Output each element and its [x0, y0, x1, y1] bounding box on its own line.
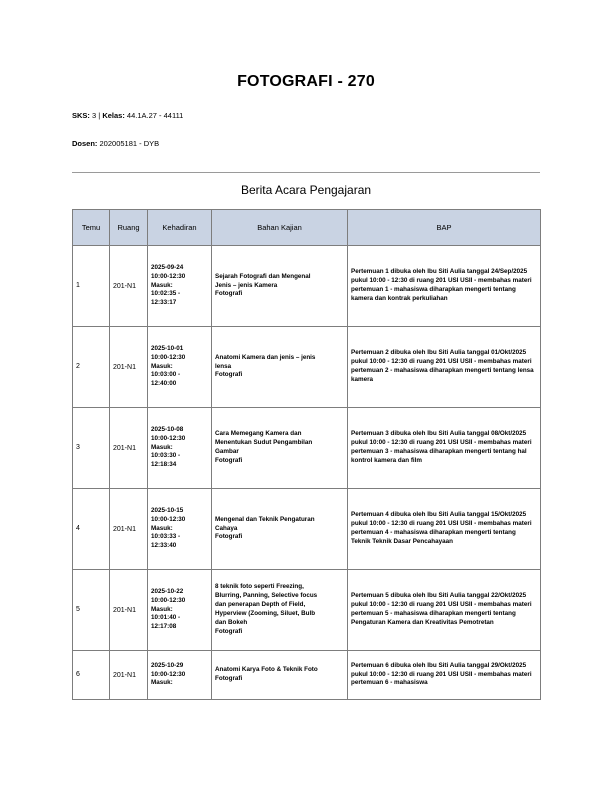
- column-header-kehadiran: Kehadiran: [148, 210, 212, 246]
- kehadiran-line: 10:02:35 -: [151, 290, 181, 298]
- bahan-kajian-line: Anatomi Kamera dan jenis – jenis: [215, 353, 316, 361]
- cell-ruang: 201-N1: [110, 246, 148, 327]
- bahan-kajian-line: Cahaya: [215, 524, 238, 532]
- cell-ruang: 201-N1: [110, 651, 148, 700]
- bap-table: [72, 209, 541, 700]
- cell-bap: Pertemuan 1 dibuka oleh Ibu Siti Aulia tanggal 24/Sep/2025 pukul 10:00 - 12:30 di ruang 201 USI USII - membahas materi pertemuan 1 - mahasiswa diharapkan mengerti tentang kamera dan kontrak perkuliahan: [348, 246, 541, 327]
- kehadiran-line: 2025-09-24: [151, 263, 184, 271]
- bahan-kajian-line: 8 teknik foto seperti Freezing,: [215, 583, 304, 591]
- cell-kehadiran: [148, 570, 212, 651]
- kehadiran-line: 10:00-12:30: [151, 596, 186, 604]
- bahan-kajian-line: Gambar: [215, 448, 239, 455]
- kehadiran-line: Masuk:: [151, 679, 173, 687]
- table-row: [73, 651, 541, 700]
- kehadiran-line: 10:00-12:30: [151, 670, 186, 678]
- table-row: [73, 570, 541, 651]
- bahan-kajian-line: Fotografi: [215, 371, 243, 379]
- bahan-kajian-line: Fotografi: [215, 456, 243, 464]
- cell-ruang: 201-N1: [110, 570, 148, 651]
- table-row: [73, 246, 541, 327]
- table-row: [73, 408, 541, 489]
- bahan-kajian-line: Fotografi: [215, 290, 243, 298]
- table-row: [73, 327, 541, 408]
- cell-bahan-kajian: [212, 327, 348, 408]
- kelas-label: Kelas: [102, 111, 123, 120]
- kehadiran-line: 12:40:00: [151, 380, 177, 388]
- bahan-kajian-line: lensa: [215, 362, 232, 370]
- cell-bahan-kajian: [212, 570, 348, 651]
- bahan-kajian-line: Fotografi: [215, 627, 243, 635]
- kehadiran-line: 12:33:17: [151, 299, 177, 307]
- cell-bap: Pertemuan 6 dibuka oleh Ibu Siti Aulia tanggal 29/Okt/2025 pukul 10:00 - 12:30 di ruang 201 USI USII - membahas materi pertemuan 6 - mahasiswa: [348, 651, 541, 700]
- divider: [72, 172, 540, 173]
- cell-bap: Pertemuan 3 dibuka oleh Ibu Siti Aulia tanggal 08/Okt/2025 pukul 10:00 - 12:30 di ruang 201 USI USII - membahas materi pertemuan 3 - mahasiswa diharapkan mengerti tentang hal kontrol kamera dan film: [348, 408, 541, 489]
- kehadiran-line: 10:00-12:30: [151, 515, 186, 523]
- table-row: [73, 489, 541, 570]
- cell-kehadiran: [148, 408, 212, 489]
- kehadiran-line: 10:03:00 -: [151, 371, 181, 379]
- sks-value: 3: [92, 111, 97, 120]
- cell-kehadiran: [148, 651, 212, 700]
- cell-bahan-kajian: [212, 246, 348, 327]
- kehadiran-line: 10:00-12:30: [151, 434, 186, 442]
- bahan-kajian-line: Mengenal dan Teknik Pengaturan: [215, 515, 315, 523]
- cell-bap: Pertemuan 4 dibuka oleh Ibu Siti Aulia tanggal 15/Okt/2025 pukul 10:00 - 12:30 di ruang 201 USI USII - membahas materi pertemuan 4 - mahasiswa diharapkan mengerti tentang Teknik Teknik Dasar Pencahayaan: [348, 489, 541, 570]
- table-header-row: [73, 210, 541, 246]
- bahan-kajian-line: dan penerapan Depth of Field,: [215, 601, 306, 609]
- cell-kehadiran: [148, 246, 212, 327]
- kehadiran-line: Masuk:: [151, 524, 173, 532]
- kehadiran-line: 10:00-12:30: [151, 272, 186, 280]
- bahan-kajian-line: Fotografi: [215, 533, 243, 541]
- cell-bap: Pertemuan 2 dibuka oleh Ibu Siti Aulia tanggal 01/Okt/2025 pukul 10:00 - 12:30 di ruang 201 USI USII - membahas materi pertemuan 2 - mahasiswa diharapkan mengerti tentang lensa kamera: [348, 327, 541, 408]
- column-header-bahan-kajian: Bahan Kajian: [212, 210, 348, 246]
- bahan-kajian-line: Cara Memegang Kamera dan: [215, 430, 302, 438]
- section-title: Berita Acara Pengajaran: [240, 183, 372, 197]
- kehadiran-line: 10:03:33 -: [151, 533, 181, 541]
- kehadiran-line: 2025-10-29: [151, 661, 184, 669]
- bahan-kajian-line: Hyperview (Zooming, Siluet, Bulb: [215, 610, 316, 617]
- sks-kelas-line: SKS: 3 | Kelas: 44.1A.27 - 44111: [72, 111, 184, 120]
- cell-bap: Pertemuan 5 dibuka oleh Ibu Siti Aulia tanggal 22/Okt/2025 pukul 10:00 - 12:30 di ruang 201 USI USII - membahas materi pertemuan 5 - mahasiswa diharapkan mengerti tentang Pengaturan Kamera dan Kreativitas Pemotretan: [348, 570, 541, 651]
- bahan-kajian-line: Blurring, Panning, Selective focus: [215, 592, 318, 600]
- kehadiran-line: 12:33:40: [151, 542, 177, 550]
- cell-ruang: 201-N1: [110, 408, 148, 489]
- kehadiran-line: 2025-10-01: [151, 344, 184, 352]
- column-header-ruang: Ruang: [110, 210, 148, 246]
- dosen-value: 202005181 - DYB: [99, 139, 160, 148]
- bahan-kajian-line: Fotografi: [215, 675, 243, 682]
- table-body: [73, 246, 541, 700]
- kehadiran-line: 2025-10-08: [151, 425, 184, 433]
- bahan-kajian-line: Menentukan Sudut Pengambilan: [215, 439, 313, 447]
- kehadiran-line: Masuk:: [151, 362, 173, 370]
- kehadiran-line: Masuk:: [151, 605, 173, 613]
- cell-temu: 2: [73, 327, 110, 408]
- kehadiran-line: 10:01:40 -: [151, 614, 181, 622]
- kehadiran-line: 12:18:34: [151, 461, 177, 469]
- kehadiran-line: 2025-10-15: [151, 506, 184, 514]
- bahan-kajian-line: Anatomi Karya Foto & Teknik Foto: [215, 666, 318, 674]
- cell-bahan-kajian: [212, 651, 348, 700]
- bahan-kajian-line: Jenis – jenis Kamera: [215, 281, 278, 289]
- dosen-line: Dosen: 202005181 - DYB: [72, 139, 160, 148]
- cell-ruang: 201-N1: [110, 489, 148, 570]
- kelas-value: 44.1A.27 - 44111: [126, 111, 184, 120]
- cell-temu: 5: [73, 570, 110, 651]
- kehadiran-line: Masuk:: [151, 443, 173, 451]
- cell-temu: 3: [73, 408, 110, 489]
- cell-temu: 4: [73, 489, 110, 570]
- column-header-bap: BAP: [348, 210, 541, 246]
- cell-kehadiran: [148, 489, 212, 570]
- kehadiran-line: 10:03:30 -: [151, 452, 181, 460]
- cell-bahan-kajian: [212, 489, 348, 570]
- cell-temu: 1: [73, 246, 110, 327]
- bahan-kajian-line: Sejarah Fotografi dan Mengenal: [215, 272, 311, 280]
- kehadiran-line: 2025-10-22: [151, 587, 184, 595]
- sks-label: SKS: [72, 111, 88, 120]
- column-header-temu: Temu: [73, 210, 110, 246]
- kehadiran-line: 10:00-12:30: [151, 353, 186, 361]
- bahan-kajian-line: dan Bokeh: [215, 618, 248, 626]
- cell-ruang: 201-N1: [110, 327, 148, 408]
- cell-bahan-kajian: [212, 408, 348, 489]
- kehadiran-line: 12:17:08: [151, 623, 177, 631]
- dosen-label: Dosen: [72, 139, 95, 148]
- kehadiran-line: Masuk:: [151, 281, 173, 289]
- cell-temu: 6: [73, 651, 110, 700]
- cell-kehadiran: [148, 327, 212, 408]
- page-title: FOTOGRAFI - 270: [237, 73, 375, 90]
